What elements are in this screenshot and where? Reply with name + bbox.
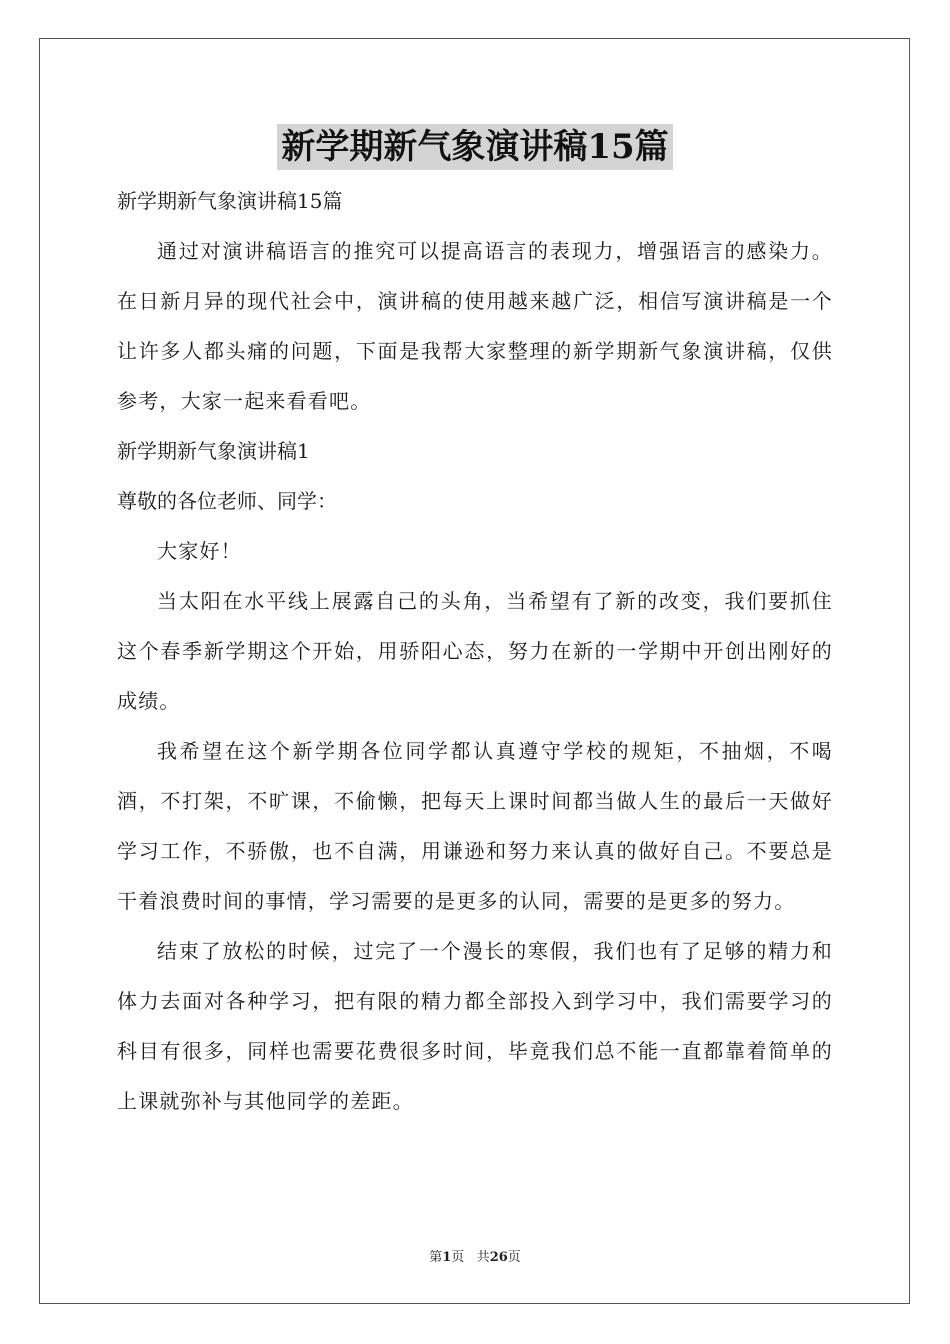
salutation: 尊敬的各位老师、同学：	[117, 489, 337, 513]
total-prefix: 共	[476, 1250, 490, 1265]
greeting: 大家好！	[157, 539, 242, 563]
page-suffix: 页	[451, 1250, 465, 1265]
body-paragraph: 结束了放松的时候，过完了一个漫长的寒假，我们也有了足够的精力和体力去面对各种学习，把有限的精力都全部投入到学习中，我们需要学习的科目有很多，同样也需要花费很多时间，毕竟我们总不能一直都靠着简单的上课就弥补与其他同学的差距。	[117, 939, 833, 1113]
title-container	[0, 124, 950, 170]
total-suffix: 页	[507, 1250, 521, 1265]
body-paragraph: 当太阳在水平线上展露自己的头角，当希望有了新的改变，我们要抓住这个春季新学期这个开始，用骄阳心态，努力在新的一学期中开创出刚好的成绩。	[117, 589, 833, 713]
page-prefix: 第	[429, 1250, 443, 1265]
total-pages: 26	[489, 1250, 508, 1265]
document-subtitle: 新学期新气象演讲稿15篇	[117, 189, 343, 213]
intro-paragraph: 通过对演讲稿语言的推究可以提高语言的表现力，增强语言的感染力。在日新月异的现代社会中，演讲稿的使用越来越广泛，相信写演讲稿是一个让许多人都头痛的问题，下面是我帮大家整理的新学期新气象演讲稿，仅供参考，大家一起来看看吧。	[117, 239, 833, 413]
page-number: 1	[442, 1250, 452, 1265]
section-heading: 新学期新气象演讲稿1	[117, 439, 310, 463]
document-title: 新学期新气象演讲稿15篇	[277, 124, 672, 170]
body-paragraph: 我希望在这个新学期各位同学都认真遵守学校的规矩，不抽烟，不喝酒，不打架，不旷课，不偷懒，把每天上课时间都当做人生的最后一天做好学习工作，不骄傲，也不自满，用谦逊和努力来认真的做好自己。不要总是干着浪费时间的事情，学习需要的是更多的认同，需要的是更多的努力。	[117, 739, 833, 913]
document-body	[117, 176, 833, 1126]
page-footer	[0, 1246, 950, 1265]
